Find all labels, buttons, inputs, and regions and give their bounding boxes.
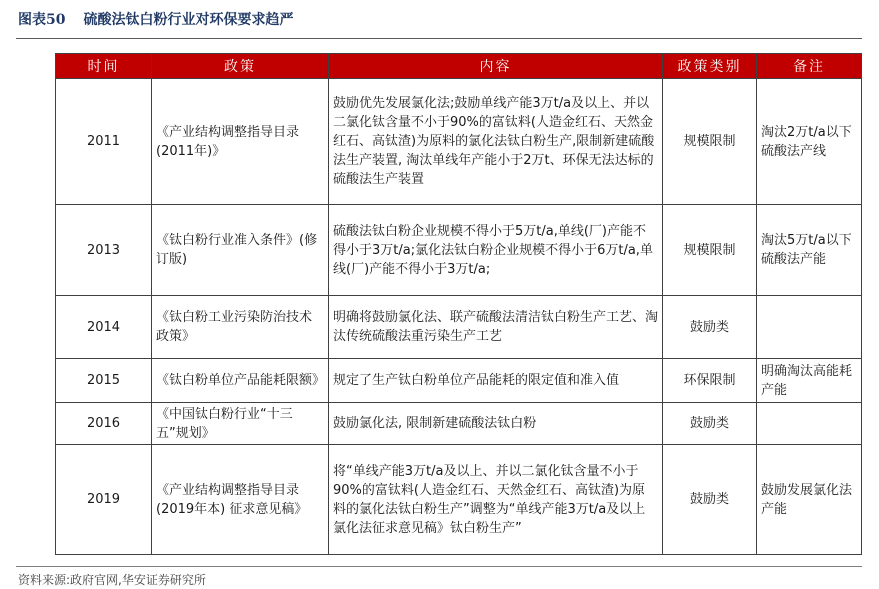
- header-category: 政策类别: [663, 54, 757, 79]
- row-content: 规定了生产钛白粉单位产品能耗的限定值和准入值: [329, 359, 663, 403]
- row-category: 鼓励类: [663, 403, 757, 445]
- row-year: 2013: [56, 205, 152, 296]
- source-note: 资料来源:政府官网,华安证券研究所: [18, 573, 206, 587]
- row-policy: 《产业结构调整指导目录(2011年)》: [152, 79, 329, 205]
- row-category: 规模限制: [663, 79, 757, 205]
- row-note: 鼓励发展氯化法产能: [757, 445, 862, 555]
- title-divider: [16, 38, 862, 39]
- table-row: [56, 79, 862, 205]
- row-content: 鼓励优先发展氯化法;鼓励单线产能3万t/a及以上、并以二氯化钛含量不小于90%的富钛料(人造金红石、天然金红石、高钛渣)为原料的氯化法钛白粉生产,限制新建硫酸法生产装置, 淘汰单线年产能小于2万t、环保无法达标的硫酸法生产装置: [329, 79, 663, 205]
- row-category: 鼓励类: [663, 296, 757, 359]
- row-note: 淘汰5万t/a以下硫酸法产能: [757, 205, 862, 296]
- row-note: [757, 296, 862, 359]
- row-year: 2011: [56, 79, 152, 205]
- row-policy: 《钛白粉工业污染防治技术政策》: [152, 296, 329, 359]
- row-content: 硫酸法钛白粉企业规模不得小于5万t/a,单线(厂)产能不得小于3万t/a;氯化法钛白粉企业规模不得小于6万t/a,单线(厂)产能不得小于3万t/a;: [329, 205, 663, 296]
- table-row: [56, 296, 862, 359]
- header-note: 备注: [757, 54, 862, 79]
- header-content: 内容: [329, 54, 663, 79]
- policy-table: [55, 53, 862, 555]
- table-row: [56, 445, 862, 555]
- row-year: 2015: [56, 359, 152, 403]
- header-policy: 政策: [152, 54, 329, 79]
- row-policy: 《钛白粉单位产品能耗限额》: [152, 359, 329, 403]
- row-content: 将“单线产能3万t/a及以上、并以二氯化钛含量不小于90%的富钛料(人造金红石、天然金红石、高钛渣)为原料的氯化法钛白粉生产”调整为“单线产能3万t/a及以上氯化法征求意见稿》钛白粉生产”: [329, 445, 663, 555]
- row-content: 明确将鼓励氯化法、联产硫酸法清洁钛白粉生产工艺、淘汰传统硫酸法重污染生产工艺: [329, 296, 663, 359]
- table-row: [56, 403, 862, 445]
- row-category: 鼓励类: [663, 445, 757, 555]
- row-note: 明确淘汰高能耗产能: [757, 359, 862, 403]
- table-row: [56, 359, 862, 403]
- row-policy: 《钛白粉行业准入条件》(修订版): [152, 205, 329, 296]
- figure-caption: 硫酸法钛白粉行业对环保要求趋严: [83, 12, 294, 28]
- row-content: 鼓励氯化法, 限制新建硫酸法钛白粉: [329, 403, 663, 445]
- row-year: 2016: [56, 403, 152, 445]
- figure-title: [18, 9, 293, 29]
- header-time: 时间: [56, 54, 152, 79]
- figure-number: 图表50: [18, 12, 66, 28]
- row-policy: 《产业结构调整指导目录(2019年本) 征求意见稿》: [152, 445, 329, 555]
- row-policy: 《中国钛白粉行业“十三五”规划》: [152, 403, 329, 445]
- row-note: 淘汰2万t/a以下硫酸法产线: [757, 79, 862, 205]
- footer-divider: [16, 566, 862, 567]
- row-category: 规模限制: [663, 205, 757, 296]
- row-note: [757, 403, 862, 445]
- row-year: 2019: [56, 445, 152, 555]
- table-row: [56, 205, 862, 296]
- table-header-row: [56, 54, 862, 79]
- row-category: 环保限制: [663, 359, 757, 403]
- row-year: 2014: [56, 296, 152, 359]
